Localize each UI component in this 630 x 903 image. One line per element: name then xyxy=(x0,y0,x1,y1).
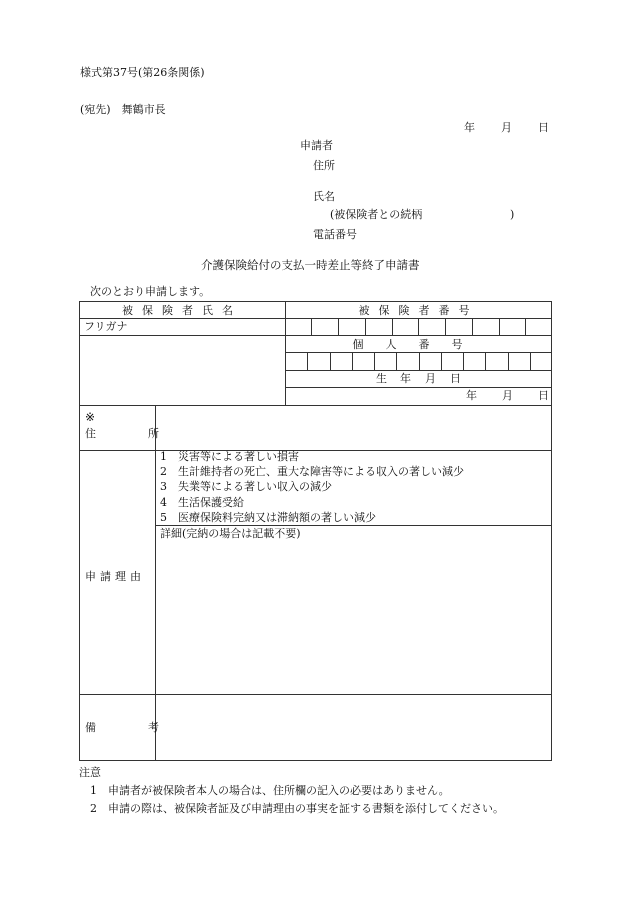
insured-number-header: 被保険者番号 xyxy=(358,303,479,317)
form-id: 様式第37号(第26条関係) xyxy=(80,66,205,79)
birth-date-month: 月 xyxy=(502,389,513,402)
furigana-label: フリガナ xyxy=(84,320,128,333)
document-title: 介護保険給付の支払一時差止等終了申請書 xyxy=(201,258,420,272)
birth-label-year: 年 xyxy=(400,372,411,385)
notes-heading: 注意 xyxy=(79,766,101,779)
birth-date-day: 日 xyxy=(538,389,549,402)
row-line xyxy=(79,694,552,695)
birth-label-month: 月 xyxy=(425,372,436,385)
applicant-address-label: 住所 xyxy=(313,159,335,172)
applicant-name-label: 氏名 xyxy=(313,190,335,203)
date-day-label: 日 xyxy=(538,121,549,134)
date-year-label: 年 xyxy=(464,121,475,134)
birth-label: 生 xyxy=(376,372,387,385)
address-label: 住 所 xyxy=(85,427,169,440)
row-line xyxy=(285,370,552,371)
birth-date-year: 年 xyxy=(466,389,477,402)
label-column-divider xyxy=(155,405,156,761)
note-item: 2 申請の際は、被保険者証及び申請理由の事実を証する書類を添付してください。 xyxy=(90,802,504,815)
birth-label-day: 日 xyxy=(450,372,461,385)
addressee: (宛先) 舞鶴市長 xyxy=(80,103,166,116)
applicant-relation-label: (被保険者との続柄 xyxy=(330,208,423,221)
address-note-mark: ※ xyxy=(85,410,96,424)
date-month-label: 月 xyxy=(501,121,512,134)
row-line xyxy=(79,318,552,319)
applicant-heading: 申請者 xyxy=(300,139,333,152)
reason-label: 申請理由 xyxy=(85,570,145,583)
personal-number-header: 個人番号 xyxy=(352,337,485,351)
reason-item: 2 生計維持者の死亡、重大な障害等による収入の著しい減少 xyxy=(160,465,464,478)
insured-name-header: 被保険者氏名 xyxy=(122,303,242,317)
note-item: 1 申請者が被保険者本人の場合は、住所欄の記入の必要はありません。 xyxy=(90,784,450,797)
row-line xyxy=(79,450,552,451)
reason-item: 1 災害等による著しい損害 xyxy=(160,450,299,463)
detail-label: 詳細(完納の場合は記載不要) xyxy=(160,527,301,540)
row-line xyxy=(79,405,552,406)
reason-item: 4 生活保護受給 xyxy=(160,496,244,509)
applicant-relation-close: ) xyxy=(510,208,515,221)
reason-item: 3 失業等による著しい収入の減少 xyxy=(160,480,332,493)
reason-item: 5 医療保険料完納又は滞納額の著しい減少 xyxy=(160,511,376,524)
intro-text: 次のとおり申請します。 xyxy=(90,285,211,298)
row-line xyxy=(155,525,552,526)
remarks-label: 備 考 xyxy=(85,721,169,734)
row-line xyxy=(285,387,552,388)
applicant-phone-label: 電話番号 xyxy=(313,228,357,241)
